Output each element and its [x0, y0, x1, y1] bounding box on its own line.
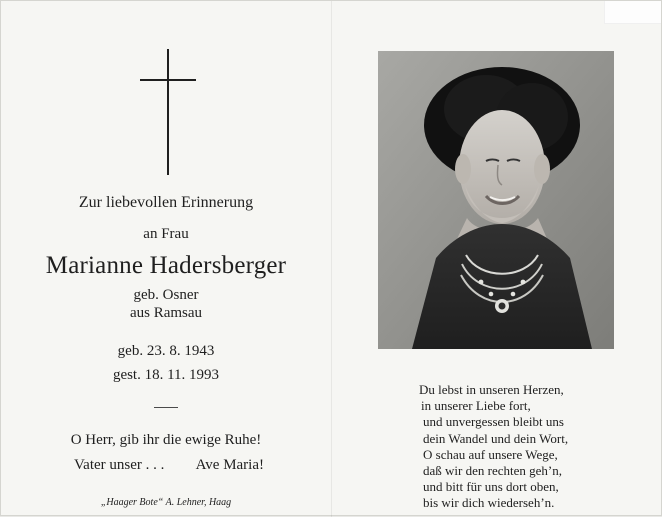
poem-line: und unvergessen bleibt uns — [423, 414, 564, 430]
prayer-right: Ave Maria! — [195, 457, 264, 473]
poem-line: und bitt für uns dort oben, — [423, 479, 559, 495]
cross-horizontal — [140, 79, 196, 81]
divider-line — [154, 407, 178, 408]
deceased-name: Marianne Hadersberger — [45, 252, 287, 279]
birth-date: geb. 23. 8. 1943 — [117, 343, 215, 359]
poem-line: in unserer Liebe fort, — [421, 398, 531, 414]
center-fold — [331, 1, 332, 517]
prayer-line-2 — [74, 457, 264, 474]
portrait-photo — [378, 51, 614, 349]
cross-icon — [140, 49, 196, 175]
poem-line: dein Wandel und dein Wort, — [423, 430, 569, 446]
origin-line: aus Ramsau — [129, 305, 203, 321]
paper-tape — [604, 1, 661, 24]
birth-name: geb. Osner — [133, 287, 199, 303]
printer-credit: „Haager Bote“ A. Lehner, Haag — [100, 497, 232, 508]
poem-line: O schau auf unsere Wege, — [423, 446, 558, 462]
prayer-line-1: O Herr, gib ihr die ewige Ruhe! — [70, 432, 262, 448]
poem-line: daß wir den rechten geh’n, — [423, 463, 562, 479]
prayer-left: Vater unser . . . — [74, 457, 165, 473]
poem-line: Du lebst in unseren Herzen, — [419, 382, 564, 397]
left-panel — [1, 1, 331, 517]
cross-vertical — [167, 49, 169, 175]
poem-line: bis wir dich wiederseh’n. — [423, 495, 555, 511]
recipient-line: an Frau — [143, 226, 189, 242]
death-date: gest. 18. 11. 1993 — [112, 367, 220, 383]
poem-block — [405, 382, 625, 512]
memory-line: Zur liebevollen Erinnerung — [78, 194, 254, 211]
